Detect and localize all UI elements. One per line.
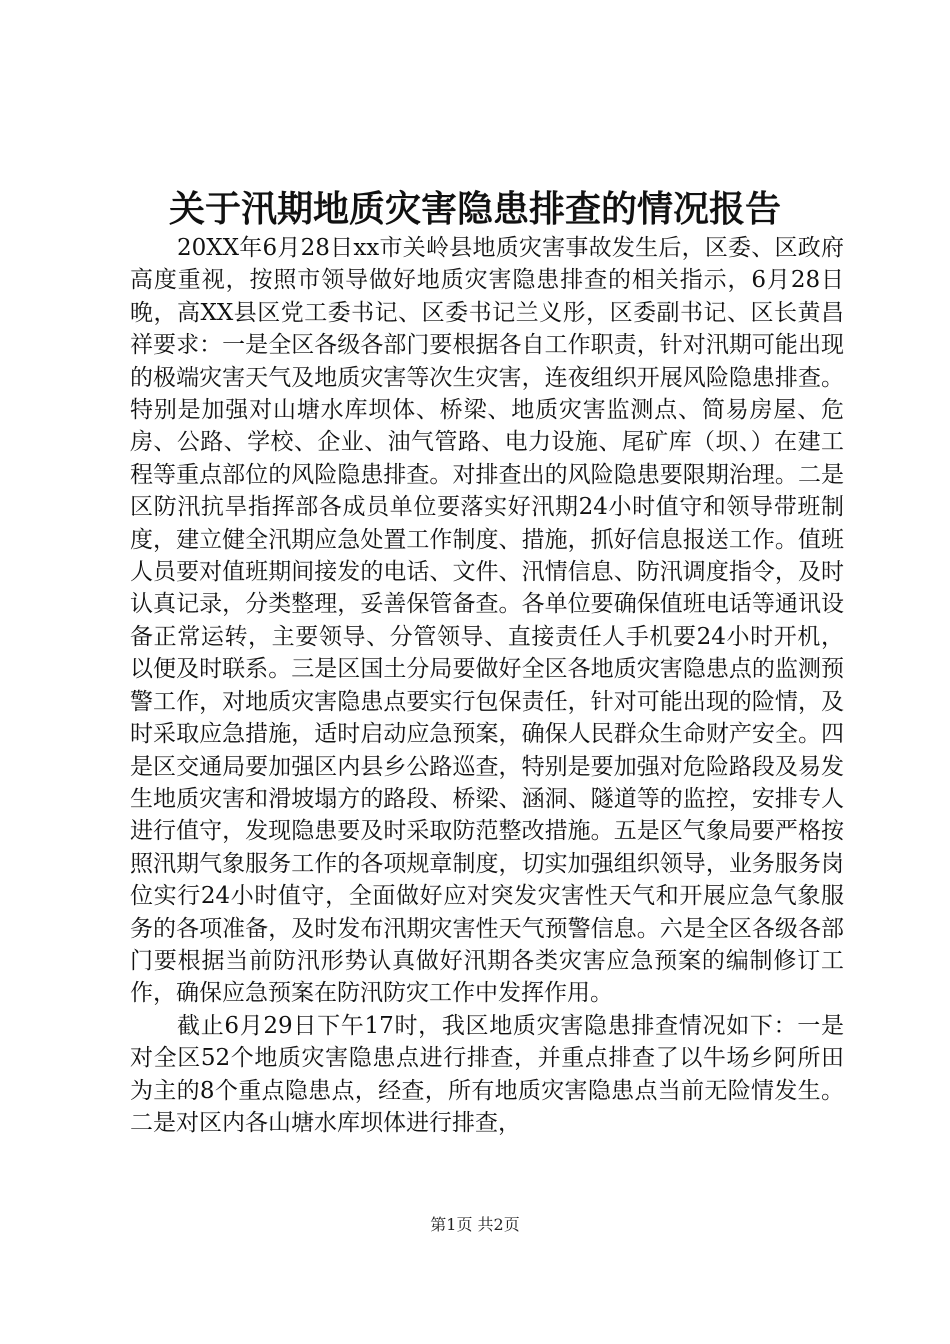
- document-body: [130, 232, 844, 1139]
- page-number-footer: 第1页 共2页: [430, 1215, 520, 1234]
- paragraph-2: 截止6月29日下午17时，我区地质灾害隐患排查情况如下：一是对全区52个地质灾害隐患点进行排查，并重点排查了以牛场乡阿所田为主的8个重点隐患点，经查，所有地质灾害隐患点当前无险情发生。二是对区内各山塘水库坝体进行排查，: [130, 1012, 844, 1136]
- document-title: 关于汛期地质灾害隐患排查的情况报告: [168, 188, 781, 230]
- paragraph-1: 20XX年6月28日xx市关岭县地质灾害事故发生后，区委、区政府高度重视，按照市领导做好地质灾害隐患排查的相关指示，6月28日晚，高XX县区党工委书记、区委书记兰义彤，区委副书记、区长黄昌祥要求：一是全区各级各部门要根据各自工作职责，针对汛期可能出现的极端灾害天气及地质灾害等次生灾害，连夜组织开展风险隐患排查。特别是加强对山塘水库坝体、桥梁、地质灾害监测点、简易房屋、危房、公路、学校、企业、油气管路、电力设施、尾矿库（坝、）在建工程等重点部位的风险隐患排查。对排查出的风险隐患要限期治理。二是区防汛抗旱指挥部各成员单位要落实好汛期24小时值守和领导带班制度，建立健全汛期应急处置工作制度、措施，抓好信息报送工作。值班人员要对值班期间接发的电话、文件、汛情信息、防汛调度指令，及时认真记录，分类整理，妥善保管备查。各单位要确保值班电话等通讯设备正常运转，主要领导、分管领导、直接责任人手机要24小时开机，以便及时联系。三是区国土分局要做好全区各地质灾害隐患点的监测预警工作，对地质灾害隐患点要实行包保责任，针对可能出现的险情，及时采取应急措施，适时启动应急预案，确保人民群众生命财产安全。四是区交通局要加强区内县乡公路巡查，特别是要加强对危险路段及易发生地质灾害和滑坡塌方的路段、桥梁、涵洞、隧道等的监控，安排专人进行值守，发现隐患要及时采取防范整改措施。五是区气象局要严格按照汛期气象服务工作的各项规章制度，切实加强组织领导，业务服务岗位实行24小时值守，全面做好应对突发灾害性天气和开展应急气象服务的各项准备，及时发布汛期灾害性天气预警信息。六是全区各级各部门要根据当前防汛形势认真做好汛期各类灾害应急预案的编制修订工作，确保应急预案在防汛防灾工作中发挥作用。: [130, 235, 844, 1007]
